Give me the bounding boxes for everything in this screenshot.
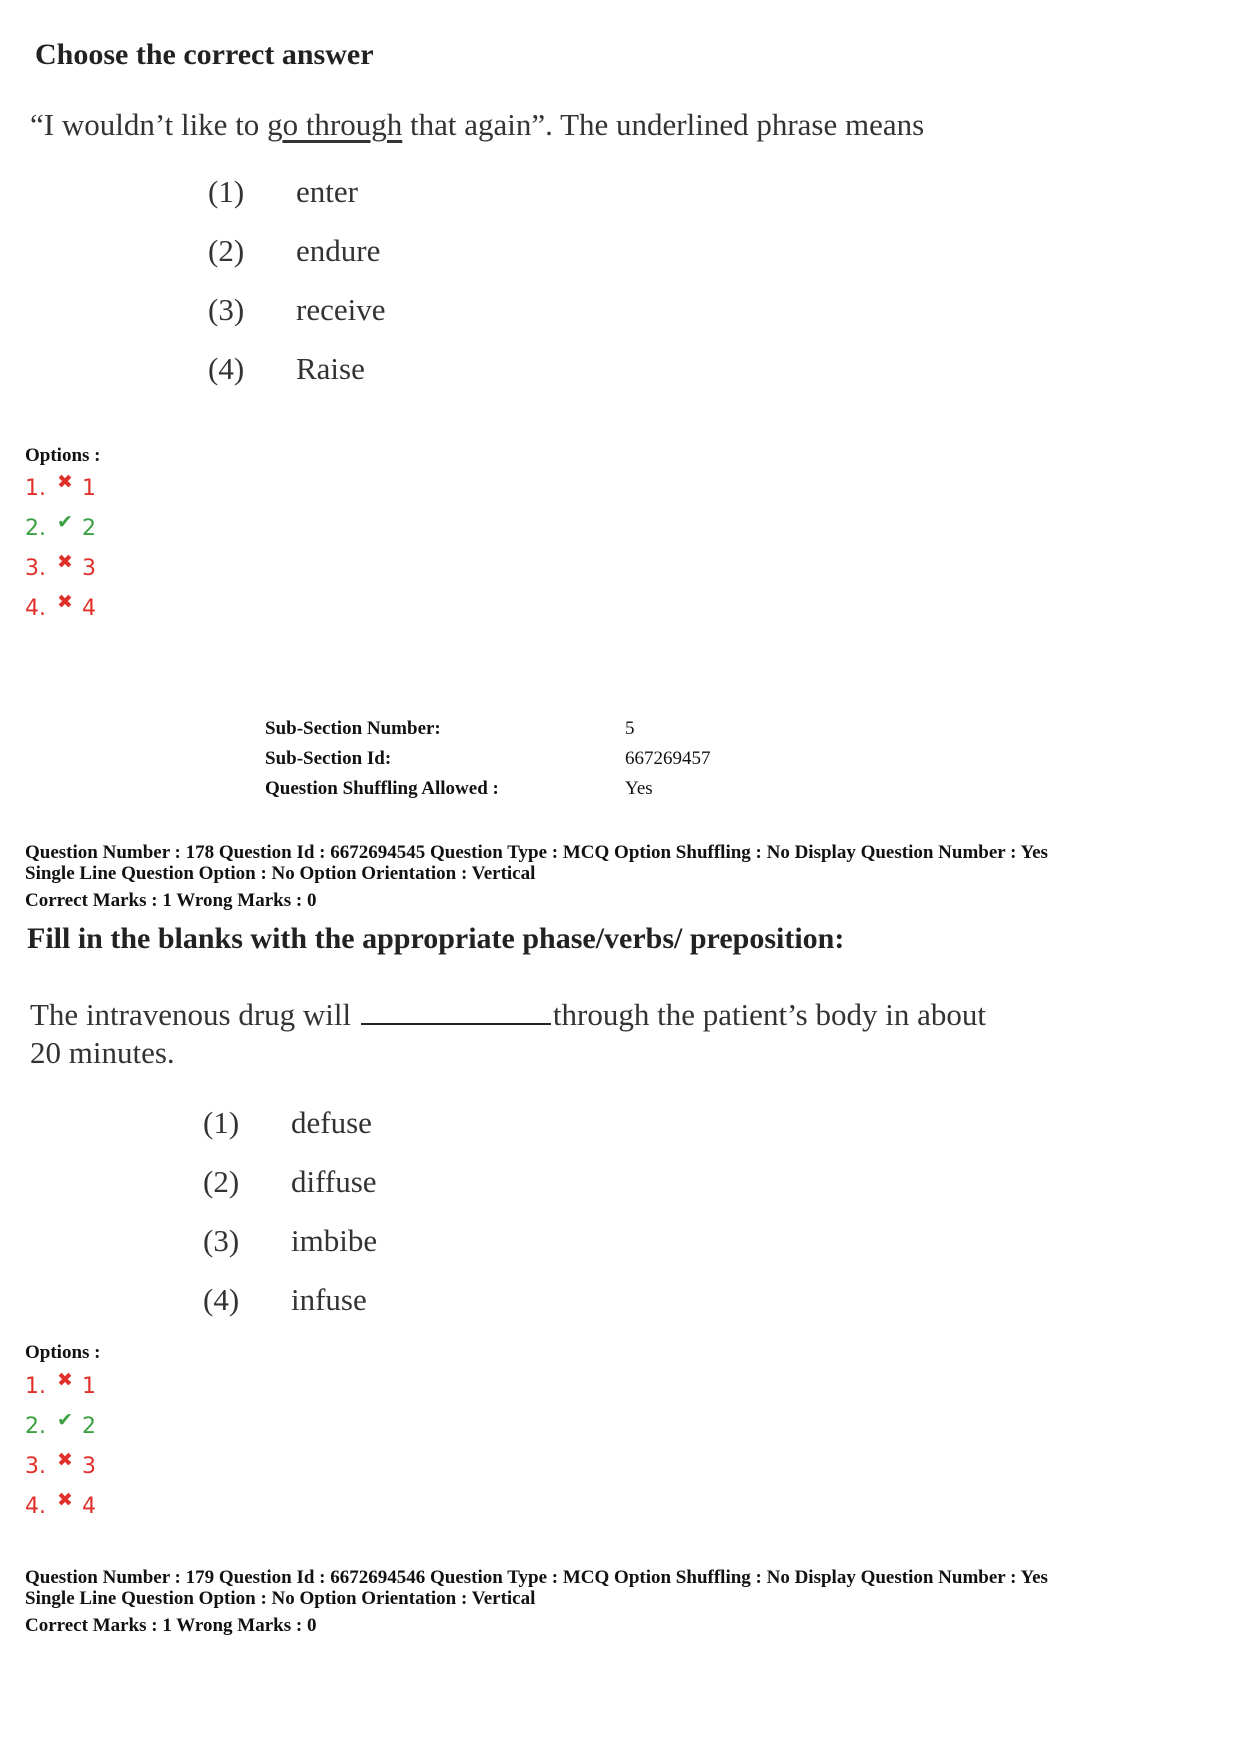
- choice-text: defuse: [291, 1105, 372, 1140]
- subsection-number-value: 5: [625, 718, 635, 739]
- answer-choice: [208, 292, 385, 351]
- choice-text: infuse: [291, 1282, 367, 1317]
- answer-choices: [208, 174, 385, 410]
- option-value: 3: [82, 555, 96, 581]
- option-number: 4.: [25, 1493, 46, 1519]
- option-value: 1: [82, 1373, 96, 1399]
- choice-number: (3): [208, 292, 245, 327]
- cross-icon: ✖: [57, 551, 73, 573]
- options-list: [25, 468, 96, 628]
- question-text-line: [30, 996, 1190, 1034]
- option-value: 4: [82, 595, 96, 621]
- check-icon: ✔: [57, 1409, 73, 1431]
- answer-choice: [203, 1105, 377, 1164]
- choice-text: receive: [296, 292, 386, 327]
- cross-icon: ✖: [57, 591, 73, 613]
- question-meta-line: Question Number : 179 Question Id : 6672694546 Question Type : MCQ Option Shuffling : No Display Question Number : Yes: [25, 1567, 1048, 1588]
- option-number: 2.: [25, 515, 46, 541]
- answer-choice: [203, 1223, 377, 1282]
- option-value: 2: [82, 515, 96, 541]
- subsection-id-label: Sub-Section Id:: [265, 748, 392, 769]
- question-heading: Fill in the blanks with the appropriate phase/verbs/ preposition:: [27, 922, 845, 955]
- option-number: 1.: [25, 475, 46, 501]
- subsection-number-row: [265, 714, 711, 744]
- question-text-after: that again”. The underlined phrase means: [402, 107, 925, 142]
- question-shuffling-value: Yes: [625, 778, 653, 799]
- option-number: 2.: [25, 1413, 46, 1439]
- option-value: 3: [82, 1453, 96, 1479]
- choice-number: (4): [203, 1282, 240, 1317]
- question-text-before: The intravenous drug will: [30, 997, 359, 1032]
- choice-number: (1): [203, 1105, 240, 1140]
- options-label: Options :: [25, 1342, 101, 1363]
- subsection-info: [265, 714, 711, 804]
- question-text: [30, 106, 1190, 144]
- option-item: [25, 508, 96, 548]
- subsection-number-label: Sub-Section Number:: [265, 718, 441, 739]
- question-shuffling-label: Question Shuffling Allowed :: [265, 778, 499, 799]
- question-meta-line: Single Line Question Option : No Option Orientation : Vertical: [25, 1588, 536, 1609]
- option-value: 2: [82, 1413, 96, 1439]
- option-item: [25, 1446, 96, 1486]
- check-icon: ✔: [57, 511, 73, 533]
- option-number: 3.: [25, 1453, 46, 1479]
- option-number: 1.: [25, 1373, 46, 1399]
- question-text-line: 20 minutes.: [30, 1035, 175, 1070]
- question-marks: Correct Marks : 1 Wrong Marks : 0: [25, 890, 317, 911]
- options-label: Options :: [25, 445, 101, 466]
- question-heading: Choose the correct answer: [35, 38, 374, 71]
- choice-number: (3): [203, 1223, 240, 1258]
- choice-number: (2): [208, 233, 245, 268]
- option-item: [25, 1366, 96, 1406]
- question-text-after: through the patient’s body in about: [552, 997, 986, 1032]
- choice-text: enter: [296, 174, 358, 209]
- question-meta: [25, 1567, 1225, 1636]
- choice-text: imbibe: [291, 1223, 378, 1258]
- answer-choice: [203, 1282, 377, 1341]
- answer-choice: [203, 1164, 377, 1223]
- question-text-before: “I wouldn’t like to: [30, 107, 268, 142]
- subsection-id-value: 667269457: [625, 748, 711, 769]
- choice-text: endure: [296, 233, 381, 268]
- option-item: [25, 588, 96, 628]
- answer-choice: [208, 351, 385, 410]
- options-list: [25, 1366, 96, 1526]
- question-meta-line: Question Number : 178 Question Id : 6672694545 Question Type : MCQ Option Shuffling : No Display Question Number : Yes: [25, 842, 1048, 863]
- option-item: [25, 468, 96, 508]
- option-item: [25, 1486, 96, 1526]
- choice-text: Raise: [296, 351, 365, 386]
- question-meta-line: Single Line Question Option : No Option Orientation : Vertical: [25, 863, 536, 884]
- choice-number: (2): [203, 1164, 240, 1199]
- choice-text: diffuse: [291, 1164, 377, 1199]
- answer-choice: [208, 174, 385, 233]
- question-text: [30, 996, 1190, 1072]
- option-number: 4.: [25, 595, 46, 621]
- question-shuffling-row: [265, 774, 711, 804]
- subsection-id-row: [265, 744, 711, 774]
- option-value: 4: [82, 1493, 96, 1519]
- answer-choice: [208, 233, 385, 292]
- choice-number: (4): [208, 351, 245, 386]
- answer-blank: [361, 997, 551, 1025]
- cross-icon: ✖: [57, 1369, 73, 1391]
- option-number: 3.: [25, 555, 46, 581]
- cross-icon: ✖: [57, 1489, 73, 1511]
- choice-number: (1): [208, 174, 245, 209]
- answer-choices: [203, 1105, 377, 1341]
- option-item: [25, 1406, 96, 1446]
- cross-icon: ✖: [57, 471, 73, 493]
- question-marks: Correct Marks : 1 Wrong Marks : 0: [25, 1615, 317, 1636]
- option-value: 1: [82, 475, 96, 501]
- question-meta: [25, 842, 1225, 911]
- underlined-phrase: go through: [267, 107, 403, 142]
- option-item: [25, 548, 96, 588]
- cross-icon: ✖: [57, 1449, 73, 1471]
